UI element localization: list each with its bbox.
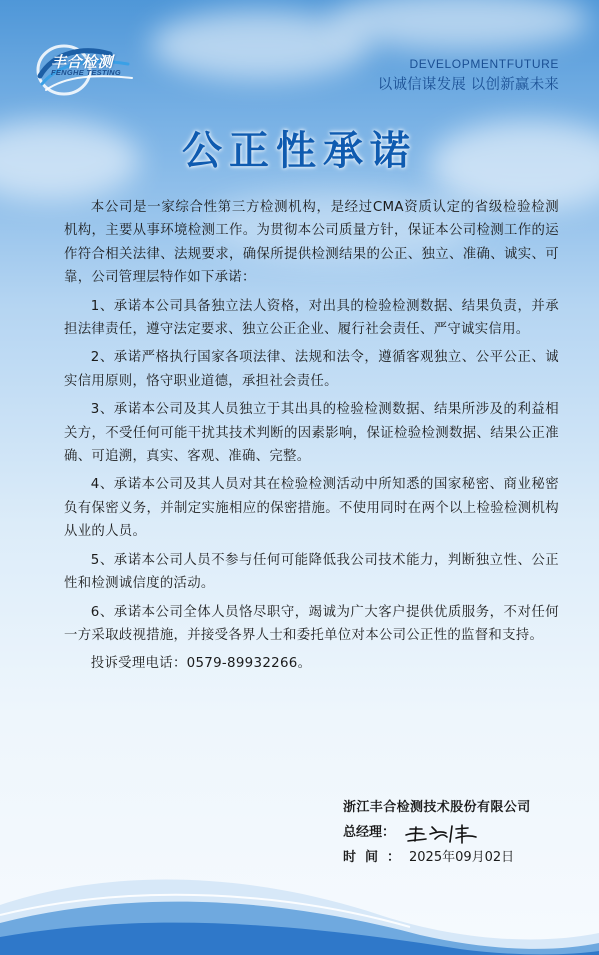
commitment-item-3: 3、承诺本公司及其人员独立于其出具的检验检测数据、结果所涉及的利益相关方，不受任何可能干扰其技术判断的因素影响，保证检验检测数据、结果公正准确、可追溯，真实、客观、准确、完整。 bbox=[64, 402, 559, 465]
manager-label: 总经理： bbox=[343, 825, 396, 840]
manager-row bbox=[343, 820, 531, 845]
logo-english: FENGHE TESTING bbox=[51, 68, 122, 77]
page-title: 公正性承诺 bbox=[182, 128, 417, 174]
wave-decoration bbox=[0, 845, 599, 955]
commitment-item-6: 6、承诺本公司全体人员恪尽职守，竭诚为广大客户提供优质服务，不对任何一方采取歧视措施，并接受各界人士和委托单位对本公司公正性的监督和支持。 bbox=[64, 604, 559, 643]
complaint-hotline: 投诉受理电话：0579-89932266。 bbox=[90, 656, 312, 672]
intro-paragraph: 本公司是一家综合性第三方检测机构，是经过CMA资质认定的省级检验检测机构，主要从事环境检测工作。为贯彻本公司质量方针，保证本公司检测工作的运作符合相关法律、法规要求，确保所提供检测结果的公正、独立、准确、诚实、可靠，公司管理层特作如下承诺： bbox=[64, 200, 559, 286]
tagline-chinese: 以诚信谋发展 以创新赢未来 bbox=[377, 77, 559, 93]
commitment-item-5: 5、承诺本公司人员不参与任何可能降低我公司技术能力，判断独立性、公正性和检测诚信度的活动。 bbox=[64, 552, 559, 592]
tagline-english: DEVELOPMENTFUTURE bbox=[409, 57, 559, 71]
date-value: 2025年09月02日 bbox=[409, 850, 515, 865]
commitment-item-2: 2、承诺严格执行国家各项法律、法规和法令，遵循客观独立、公平公正、诚实信用原则，恪守职业道德，承担社会责任。 bbox=[64, 350, 559, 389]
commitment-item-4: 4、承诺本公司及其人员对其在检验检测活动中所知悉的国家秘密、商业秘密负有保密义务，并制定实施相应的保密措施。不使用同时在两个以上检验检测机构从业的人员。 bbox=[64, 477, 559, 540]
commitment-item-1: 1、承诺本公司具备独立法人资格，对出具的检验检测数据、结果负责，并承担法律责任，遵守法定要求、独立公正企业、履行社会责任、严守诚实信用。 bbox=[64, 298, 559, 338]
logo-name: 丰合检测 bbox=[51, 53, 114, 71]
handwritten-signature-icon bbox=[402, 821, 482, 845]
date-label: 时间： bbox=[343, 850, 410, 865]
commitment-body bbox=[64, 196, 559, 681]
company-name: 浙江丰合检测技术股份有限公司 bbox=[343, 800, 531, 815]
